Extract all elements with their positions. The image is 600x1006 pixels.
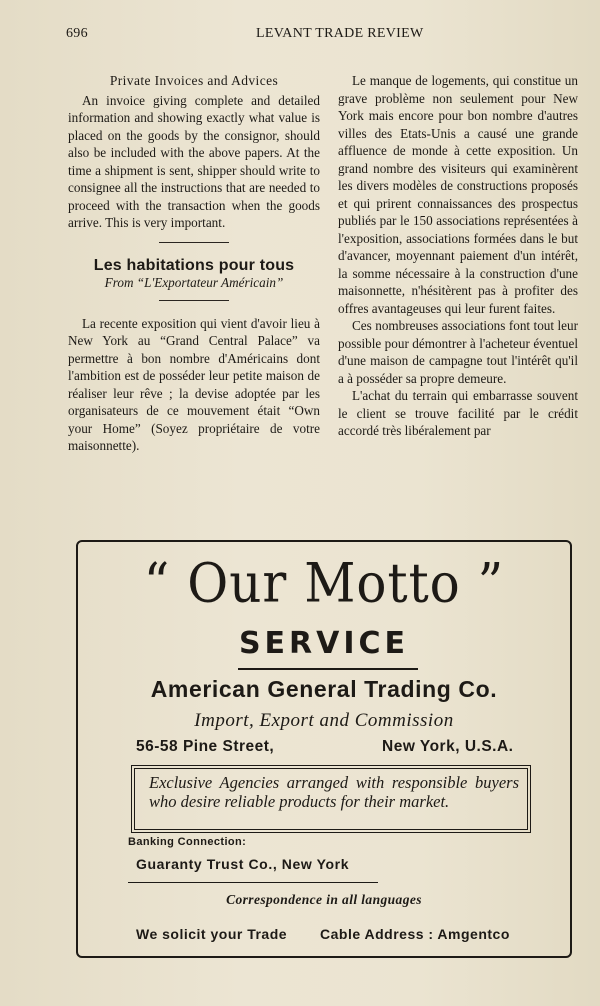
article-paragraph: La recente exposition qui vient d'avoir lieu à New York au “Grand Central Palace” va permettre à bon nombre d'Américains dont l'ambition est de posséder leur petite maison de réaliser leur rêve ; la devise adoptée par les organisateurs de ce mouvement était “Own your Home” (Soyez propriétaire de votre maisonnette). bbox=[68, 315, 320, 453]
ad-street-address: 56-58 Pine Street, bbox=[136, 738, 275, 755]
ad-cable-address: Cable Address : Amgentco bbox=[320, 926, 510, 942]
right-column bbox=[338, 72, 578, 440]
title-divider bbox=[159, 300, 229, 301]
journal-name: LEVANT TRADE REVIEW bbox=[256, 26, 424, 41]
page-header bbox=[66, 26, 536, 46]
ad-correspondence: Correspondence in all languages bbox=[226, 892, 422, 907]
article-paragraph-2: Le manque de logements, qui constitue un grave problème non seulement pour New York mais encore pour bon nombre d'autres villes des Etats-Unis a causé une grande affluence de monde à cette exposition. Un grand nombre des visiteurs qui examinèrent les divers modèles de constructions proposés et qui prirent connaissances des prospectus publiés par le 150 associations représentées à l'exposition, associations formées dans le but d'avancer, moyennant paiement d'un intérêt, la somme nécessaire à la construction d'une maisonnette, n'hésitèrent pas à profiter des offres avantageuses qui leur furent faites. bbox=[338, 73, 578, 316]
article-paragraph-3: Ces nombreuses associations font tout leur possible pour démontrer à l'acheteur éventuel d'une maison de campagne tout l'intérêt qu'il a à posséder sa propre demeure. bbox=[338, 318, 578, 386]
ad-banking-label: Banking Connection: bbox=[128, 836, 247, 848]
page-number: 696 bbox=[66, 26, 88, 41]
ad-tagline: Import, Export and Commission bbox=[194, 710, 454, 731]
ad-city: New York, U.S.A. bbox=[382, 738, 514, 755]
ad-company-name: American General Trading Co. bbox=[150, 676, 498, 702]
section-subheading: Private Invoices and Advices bbox=[109, 73, 279, 88]
section-divider bbox=[159, 242, 229, 243]
ad-divider bbox=[238, 668, 418, 670]
article-source: From “L'Exportateur Américain” bbox=[104, 275, 284, 290]
ad-bank: Guaranty Trust Co., New York bbox=[136, 856, 350, 872]
ad-agencies-box: Exclusive Agencies arranged with responsible buyers who desire reliable products for their market. bbox=[134, 768, 528, 830]
invoice-paragraph: An invoice giving complete and detailed information and showing exactly what value is placed on the goods by the consignor, should also be included with the above papers. At the time a shipment is sent, shipper should write to consignee all the instructions that are needed to proceed with the transaction when the goods arrive. This is very important. bbox=[68, 92, 320, 230]
left-column bbox=[68, 72, 320, 455]
ad-motto: “ Our Motto ” bbox=[143, 551, 505, 615]
company-advertisement bbox=[76, 540, 572, 958]
ad-solicit: We solicit your Trade bbox=[136, 926, 288, 942]
article-title: Les habitations pour tous bbox=[93, 256, 295, 274]
ad-service: SERVICE bbox=[238, 626, 410, 661]
ad-bank-divider bbox=[128, 882, 378, 883]
article-paragraph-4: L'achat du terrain qui embarrasse souvent le client se trouve facilité par le crédit accordé très libéralement par bbox=[338, 388, 578, 438]
